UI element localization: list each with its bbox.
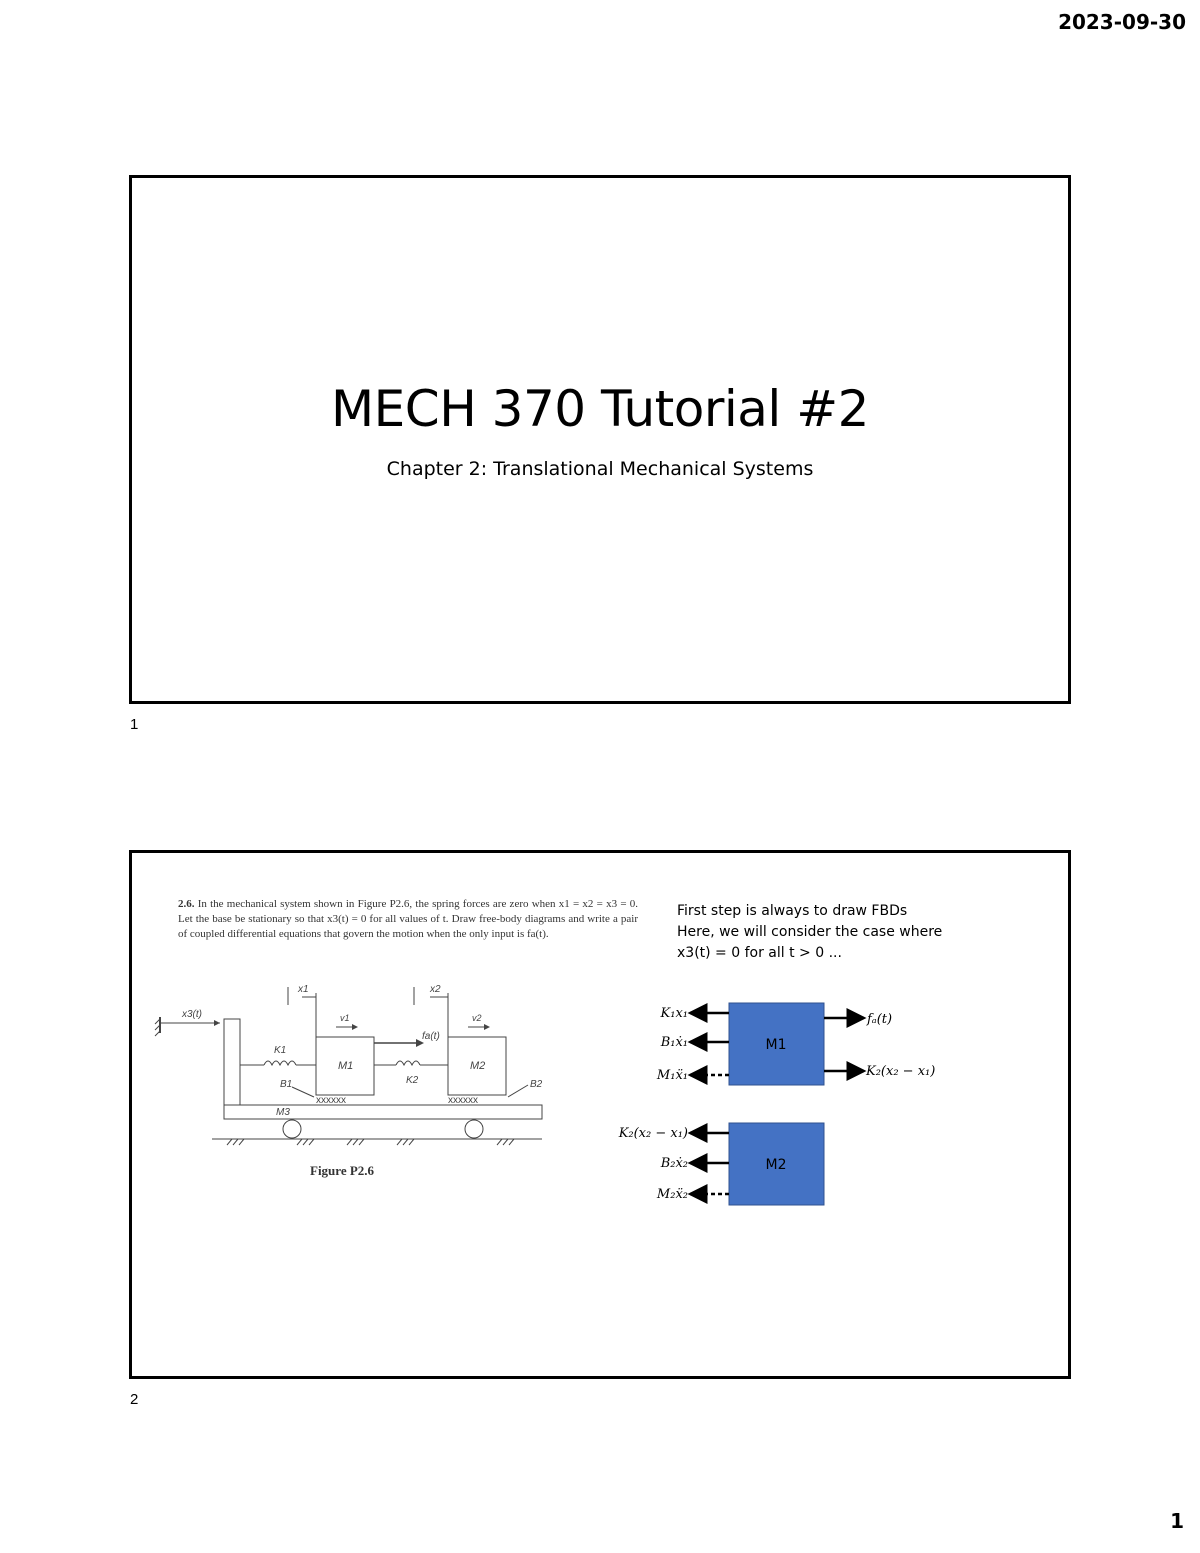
header-date: 2023-09-30 [1058,10,1186,34]
note-line: First step is always to draw FBDs [677,903,908,919]
m1-applied-force: fₐ(t) [867,1012,893,1027]
slide-2 [129,850,1071,1379]
m2-damper-force: B₂ẋ₂ [660,1156,688,1171]
slide-subtitle: Chapter 2: Translational Mechanical Systems [386,458,814,480]
label-m1: M1 [338,1060,354,1072]
mechanical-system-figure [152,979,552,1179]
m2-coupling-force: K₂(x₂ − x₁) [618,1126,688,1141]
label-x3: x3(t) [182,1009,202,1020]
problem-label: 2.6. [178,898,195,910]
slide-number-2: 2 [130,1391,139,1408]
m2-label: M2 [765,1157,787,1173]
slide-number-1: 1 [130,716,139,733]
m1-spring-force: K₁x₁ [660,1006,688,1021]
page-number: 1 [1170,1509,1184,1533]
figure-caption: Figure P2.6 [310,1163,375,1178]
m1-coupling-force: K₂(x₂ − x₁) [866,1064,936,1079]
problem-statement [178,897,638,942]
label-v2: v2 [472,1013,482,1023]
label-b1: B1 [280,1079,293,1090]
note-line: x3(t) = 0 for all t > 0 ... [677,945,842,961]
problem-text: In the mechanical system shown in Figure P2.6, the spring forces are zero when x1 = x2 = x3 = 0. Let the base be stationary so that x3(t) = 0 for all values of t. Draw free-body diagrams and write a pair of coupled differential equations that govern the motion when the only input is fa(t). [178,898,638,940]
label-b2: B2 [530,1079,543,1090]
slide-1 [129,175,1071,704]
fbd-notes [677,901,942,964]
m1-label: M1 [765,1037,787,1053]
m2-inertia-force: M₂ẍ₂ [656,1187,688,1202]
slide-title: MECH 370 Tutorial #2 [331,380,869,438]
m1-inertia-force: M₁ẍ₁ [656,1068,688,1083]
note-line: Here, we will consider the case where [677,924,943,940]
label-v1: v1 [340,1013,350,1023]
label-k1: K1 [274,1045,287,1056]
m1-damper-force: B₁ẋ₁ [660,1035,688,1050]
label-x1: x1 [298,984,309,995]
label-k2: K2 [406,1075,419,1086]
label-m2: M2 [470,1060,486,1072]
svg-text:xxxxxx: xxxxxx [448,1095,478,1106]
label-fa: fa(t) [422,1031,440,1042]
free-body-diagrams [592,993,972,1213]
label-x2: x2 [430,984,441,995]
label-m3: M3 [276,1107,290,1118]
svg-text:xxxxxx: xxxxxx [316,1095,346,1106]
